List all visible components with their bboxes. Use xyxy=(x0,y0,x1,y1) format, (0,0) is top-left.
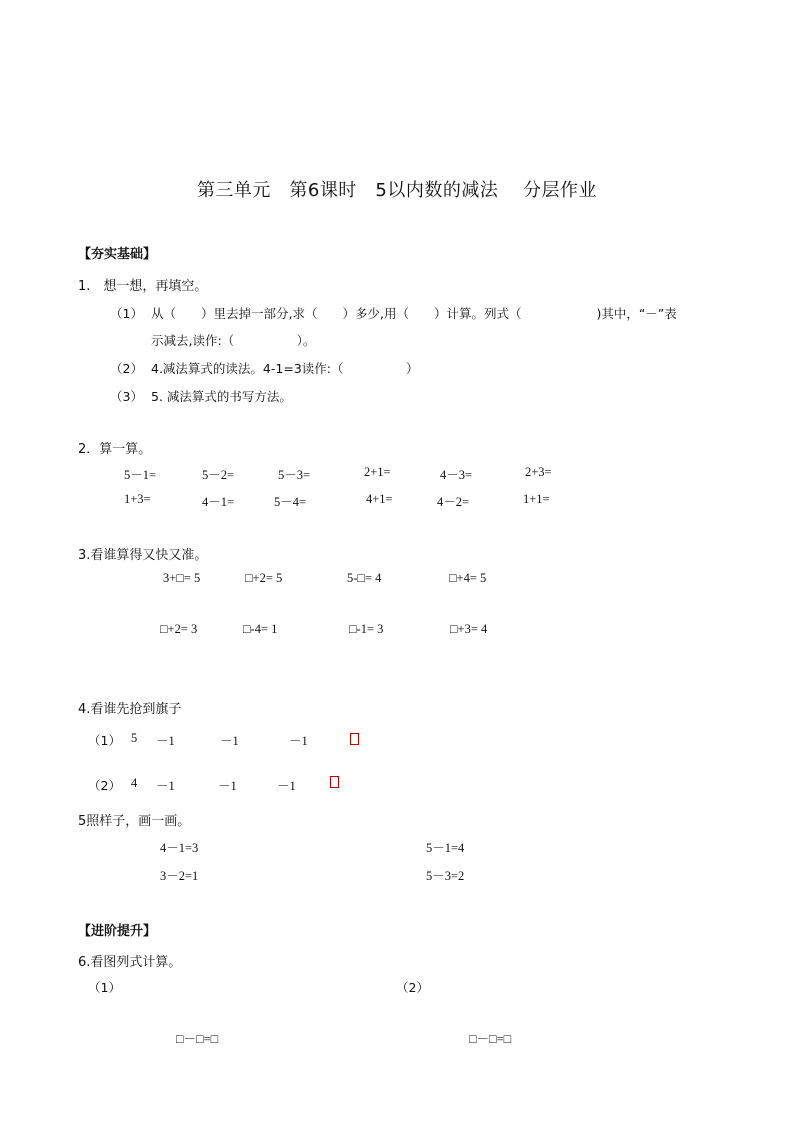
q6-equation-blank: □－□=□ xyxy=(176,1032,219,1046)
q6-part2-label: （2） xyxy=(396,980,429,995)
q6-equation-blank: □－□=□ xyxy=(469,1032,512,1046)
q6-part1-label: （1） xyxy=(88,980,121,995)
question-1-heading: 1. 想一想，再填空。 xyxy=(78,279,208,294)
q1-item1-line2: 示减去,读作:（ ）。 xyxy=(151,333,316,348)
q2-expression: 1+1= xyxy=(523,492,550,506)
q5-example: 5－3=2 xyxy=(426,869,465,883)
page-title: 第三单元 第6课时 5以内数的减法 分层作业 xyxy=(196,180,598,201)
q2-expression: 2+1= xyxy=(364,465,391,479)
q5-example: 3－2=1 xyxy=(160,869,199,883)
q2-expression: 4+1= xyxy=(366,492,393,506)
q4-step: －1 xyxy=(289,734,308,748)
section-heading-basic: 【夯实基础】 xyxy=(78,247,157,262)
q4-step: －1 xyxy=(218,779,237,793)
q2-expression: 4－3= xyxy=(440,468,473,482)
q1-item3-label: （3） xyxy=(110,389,143,404)
q2-expression: 5－1= xyxy=(124,468,157,482)
q3-equation: □+3= 4 xyxy=(450,622,488,636)
question-2-heading: 2．算一算。 xyxy=(78,442,152,457)
q1-item2-label: （2） xyxy=(110,361,143,376)
q4-step: －1 xyxy=(156,779,175,793)
q4-row2-start: 4 xyxy=(131,776,138,790)
q3-equation: □+4= 5 xyxy=(449,571,487,585)
q2-expression: 4－1= xyxy=(202,495,235,509)
q2-expression: 2+3= xyxy=(525,465,552,479)
q3-equation: □+2= 3 xyxy=(160,622,198,636)
q2-expression: 5－4= xyxy=(274,495,307,509)
question-6-heading: 6.看图列式计算。 xyxy=(78,955,182,970)
question-4-heading: 4.看谁先抢到旗子 xyxy=(78,702,182,717)
q1-item1-label: （1） xyxy=(110,306,143,321)
q3-equation: □+2= 5 xyxy=(245,571,283,585)
q2-expression: 4－2= xyxy=(437,495,470,509)
q4-step: －1 xyxy=(156,734,175,748)
flag-icon xyxy=(350,733,359,745)
question-3-heading: 3.看谁算得又快又准。 xyxy=(78,548,208,563)
q3-equation: 3+□= 5 xyxy=(163,571,201,585)
q1-item2-text: 4.减法算式的读法。4-1=3读作:（ ） xyxy=(151,361,419,376)
q3-equation: 5-□= 4 xyxy=(347,571,382,585)
q4-row1-label: （1） xyxy=(88,733,121,748)
q2-expression: 5－2= xyxy=(202,468,235,482)
q1-item1-line1: 从（ ）里去掉一部分,求（ ）多少,用（ ）计算。列式（ )其中，“－”表 xyxy=(151,306,677,321)
q3-equation: □-4= 1 xyxy=(243,622,278,636)
q4-step: －1 xyxy=(220,734,239,748)
q3-equation: □-1= 3 xyxy=(349,622,384,636)
question-5-heading: 5照样子，画一画。 xyxy=(78,814,191,829)
q5-example: 4－1=3 xyxy=(160,841,199,855)
q4-row1-start: 5 xyxy=(131,731,138,745)
q1-item3-text: 5. 减法算式的书写方法。 xyxy=(151,389,292,404)
q4-step: －1 xyxy=(277,779,296,793)
q5-example: 5－1=4 xyxy=(426,841,465,855)
flag-icon xyxy=(330,776,339,788)
section-heading-advanced: 【进阶提升】 xyxy=(78,924,157,939)
q2-expression: 5－3= xyxy=(278,468,311,482)
q2-expression: 1+3= xyxy=(124,492,151,506)
q4-row2-label: （2） xyxy=(88,778,121,793)
